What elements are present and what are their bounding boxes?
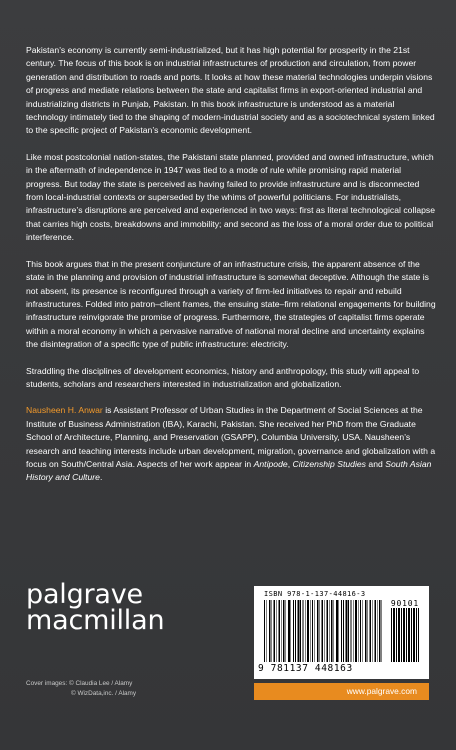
price-barcode <box>391 608 419 662</box>
journal-separator-1: , <box>287 458 293 469</box>
logo-line-macmillan: macmillan <box>26 605 165 636</box>
bio-end: . <box>99 472 103 483</box>
barcode-box <box>254 586 429 679</box>
blurb-paragraph-2: Like most postcolonial nation-states, the Pakistani state planned, provided and owned infrastructure, which in the aftermath of independence in 1947 was tied to a mode of rule while promising rapid material progress. But today the state is perceived as having failed to provide infrastructure and is disconnected from local-industrial contexts or superseded by the whims of powerful politicians. For industrialists, infrastructure’s disruptions are perceived and experienced in two ways: first as literal technological collapse that carries high costs, breakdowns and immobility; and second as the loss of a moral order due to political interference. <box>26 151 436 243</box>
journal-citizenship-studies: Citizenship Studies <box>292 458 366 469</box>
author-bio-text: is Assistant Professor of Urban Studies in the Department of Social Sciences at the Institute of Business Administration (IBA), Karachi, Pakistan. She received her PhD from the Graduate School of Architecture, Planning, and Preservation (GSAPP), Columbia University, USA. Nausheen’s research and teaching interests include urban development, migration, governance and globalization with a focus on South/Central Asia. Aspects of her work appear in <box>26 405 436 469</box>
blurb <box>26 44 436 498</box>
ean-barcode <box>264 600 384 662</box>
publisher-url[interactable]: www.palgrave.com <box>346 686 417 696</box>
blurb-paragraph-3: This book argues that in the present conjuncture of an infrastructure crisis, the apparent absence of the state in the planning and provision of industrial infrastructure is somewhat deceptive. Although the state is not absent, its presence is reconfigured through a variety of firm-led initiatives to repair and rebuild infrastructures. Folded into patron–client frames, the ensuing state–firm relational engagements for building infrastructure reinvigorate the promise of progress. Furthermore, the strategies of capitalist firms operate within a moral economy in which a pervasive narrative of national moral decline and uncertainty explains the disintegration of a specific type of public infrastructure: electricity. <box>26 258 436 350</box>
publisher-url-bar <box>254 683 429 700</box>
barcode-digits: 9 781137 448163 <box>258 663 353 674</box>
author-name: Nausheen H. Anwar <box>26 405 103 416</box>
journal-antipode: Antipode <box>253 458 288 469</box>
author-bio <box>26 404 436 484</box>
publisher-logo <box>26 579 165 636</box>
journal-south-asian-history: South Asian History and Culture <box>26 458 432 483</box>
blurb-paragraph-4: Straddling the disciplines of development economics, history and anthropology, this study will appeal to students, scholars and researchers interested in industrialization and globalization. <box>26 365 420 389</box>
price-code: 90101 <box>390 599 419 608</box>
journal-separator-2: and <box>366 458 386 469</box>
cover-credits <box>26 679 136 698</box>
logo-line-palgrave: palgrave <box>26 579 143 610</box>
blurb-paragraph-1: Pakistan’s economy is currently semi-industrialized, but it has high potential for prosperity in the 21st century. The focus of this book is on industrial infrastructures of production and circulation, from power generation and distribution to roads and ports. It looks at how these material technologies underpin visions of progress and mediate relations between the state and capitalist firms in export-oriented industrial and industrializing districts in Punjab, Pakistan. In this book infrastructure is understood as a material technology intimately tied to the shaping of modern-industrial society and as a sociotechnical system linked to the specific project of Pakistan’s economic development. <box>26 45 435 136</box>
isbn-text: ISBN 978-1-137-44816-3 <box>264 590 366 598</box>
credits-line-2: © WizData,inc. / Alamy <box>71 689 137 697</box>
credits-line-1: Cover images: © Claudia Lee / Alamy <box>26 680 133 687</box>
